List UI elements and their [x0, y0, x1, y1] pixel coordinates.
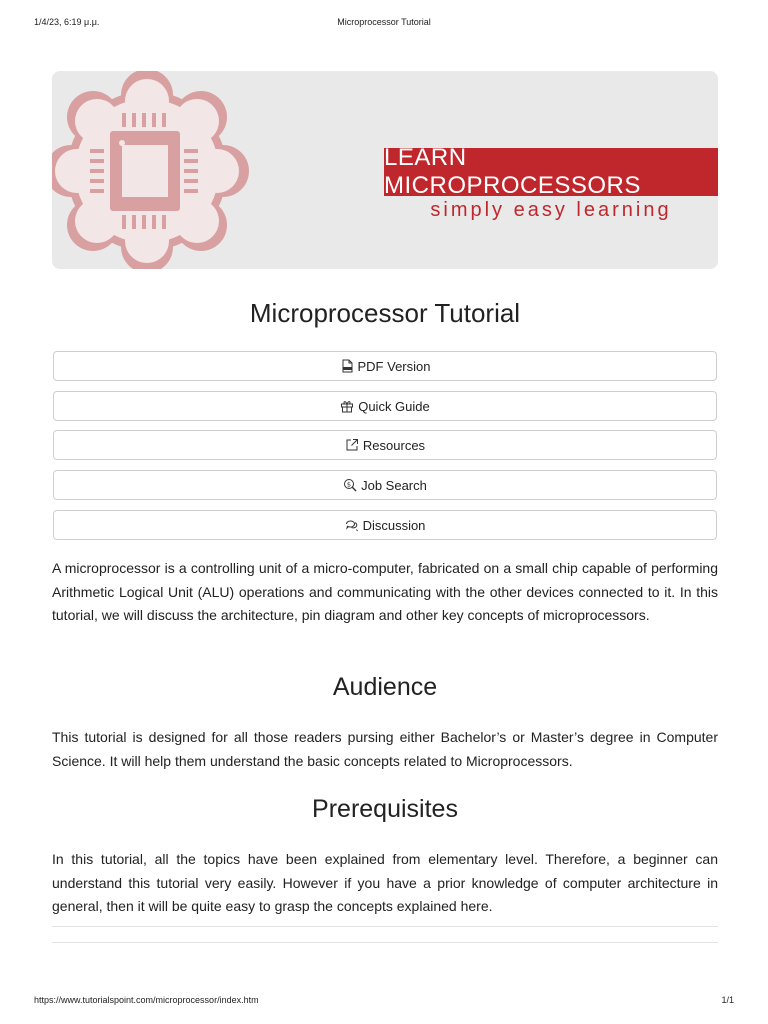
prerequisites-paragraph: In this tutorial, all the topics have been explained from elementary level. Therefore, a beginner can understand this tutorial very easily. However if you have a prior knowledge of computer architecture in general, then it will be quite easy to grasp the concepts explained here.: [52, 851, 718, 914]
chat-icon: [345, 518, 359, 532]
quick-guide-label: Quick Guide: [358, 398, 430, 414]
print-footer: [34, 995, 734, 1007]
resources-label: Resources: [362, 437, 426, 453]
audience-heading: Audience: [332, 673, 438, 701]
discussion-label: Discussion: [362, 517, 426, 533]
print-header: [34, 17, 734, 31]
prerequisites-heading: Prerequisites: [312, 795, 458, 823]
gift-icon: [340, 399, 354, 413]
resources-button[interactable]: [53, 430, 717, 460]
job-search-button[interactable]: [53, 470, 717, 500]
brand-tagline: simply easy learning: [430, 199, 672, 221]
discussion-button[interactable]: [53, 510, 717, 540]
tutorial-banner: [52, 71, 718, 269]
pdf-icon: [340, 359, 354, 373]
audience-paragraph: This tutorial is designed for all those readers pursing either Bachelor’s or Master’s degree in Computer Science. It will help them understand the basic concepts related to Microprocessors.: [52, 729, 718, 769]
svg-text:$: $: [347, 480, 352, 489]
page-number: 1/1: [721, 995, 734, 1005]
external-link-icon: [345, 438, 359, 452]
print-title: Microprocessor Tutorial: [337, 17, 431, 27]
page-title: Microprocessor Tutorial: [249, 298, 521, 328]
pdf-version-label: PDF Version: [357, 358, 431, 374]
divider: [52, 926, 718, 927]
chip-logo-icon: [52, 71, 264, 269]
quick-guide-button[interactable]: [53, 391, 717, 421]
brand-title: LEARN MICROPROCESSORS: [384, 148, 718, 196]
print-datetime: 1/4/23, 6:19 μ.μ.: [34, 17, 100, 27]
divider: [52, 942, 718, 943]
job-search-icon: [343, 478, 357, 492]
job-search-label: Job Search: [361, 477, 427, 493]
intro-paragraph: A microprocessor is a controlling unit of a micro-computer, fabricated on a small chip capable of performing Arithmetic Logical Unit (ALU) operations and communicating with the other devices connected to it. In this tutorial, we will discuss the architecture, pin diagram and other key concepts of microprocessors.: [52, 560, 718, 623]
print-url: https://www.tutorialspoint.com/microprocessor/index.htm: [34, 995, 259, 1005]
pdf-version-button[interactable]: [53, 351, 717, 381]
